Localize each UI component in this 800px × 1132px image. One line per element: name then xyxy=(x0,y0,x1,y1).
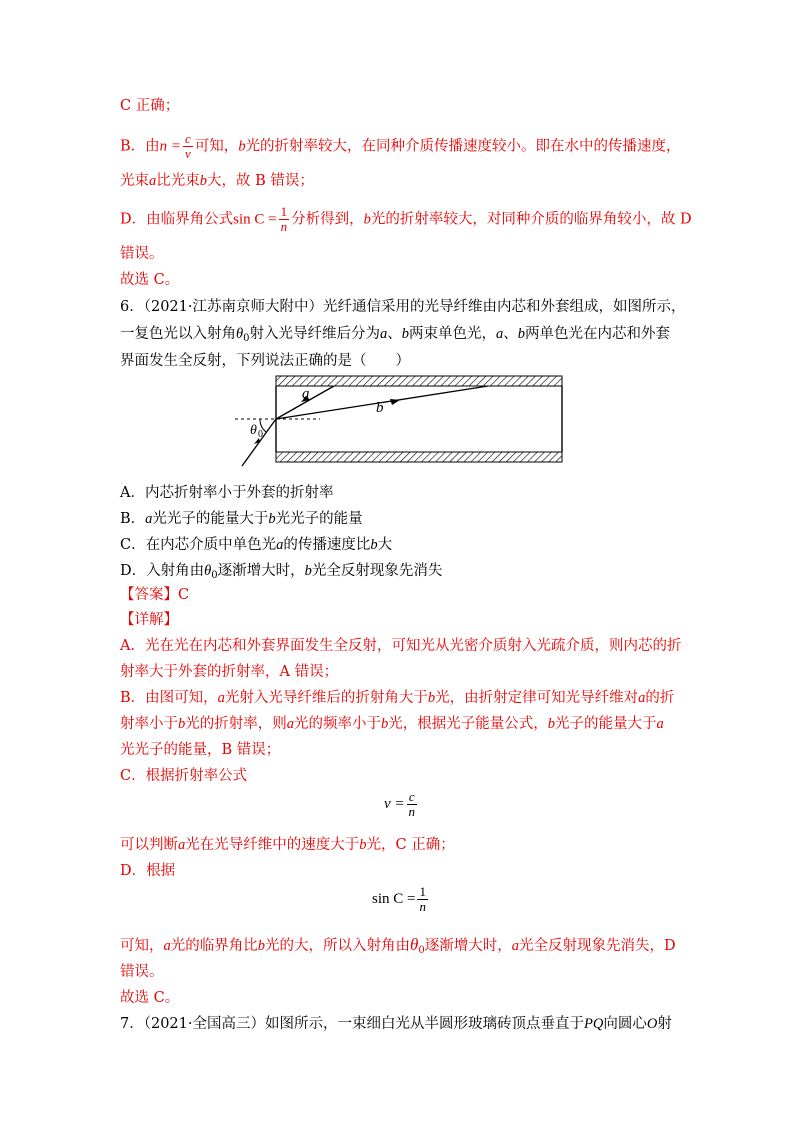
ray-b-arrow xyxy=(390,399,400,405)
explain-b-line3: 光光子的能量，B 错误； xyxy=(120,742,281,758)
q6-stem-line2: 一复色光以入射角$\theta_0$射入光导纤维后分为a、b两束单色光，a、b两单色光在内芯和外套 xyxy=(120,326,670,344)
fraction-c-over-v: $\frac{c}{v}$ xyxy=(185,131,191,161)
label-a: a xyxy=(302,386,310,402)
formula-n-eq: n = xyxy=(159,138,182,155)
option-b: B．a光光子的能量大于b光光子的能量 xyxy=(120,511,363,527)
explain-d-line3: 错误。 xyxy=(120,964,164,980)
explain-b-line2: 射率小于b光的折射率，则a光的频率小于b光，根据光子能量公式，b光子的能量大于a xyxy=(120,716,664,732)
top-cladding xyxy=(276,376,562,386)
option-d: D．入射角由$\theta_0$逐渐增大时，b光全反射现象先消失 xyxy=(120,563,443,581)
q7-stem-line1: 7．（2021·全国高三）如图所示，一束细白光从半圆形玻璃砖顶点垂直于PQ向圆心O射 xyxy=(120,1016,672,1032)
line-d-explanation-2: 错误。 xyxy=(120,246,164,262)
explain-a-line1: A．光在光在内芯和外套界面发生全反射，可知光从光密介质射入光疏介质，则内芯的折 xyxy=(120,638,682,654)
formula-sinC: sin C = xyxy=(233,211,277,228)
q6-stem-line1: 6．（2021·江苏南京师大附中）光纤通信采用的光导纤维由内芯和外套组成，如图所示， xyxy=(120,299,686,315)
label-theta-sub: 0 xyxy=(258,429,263,440)
equation-sinC-eq-1-over-n: sin C = $\frac{1}{n}$ xyxy=(372,884,426,914)
label-b: b xyxy=(376,400,384,416)
option-c: C．在内芯介质中单色光a的传播速度比b大 xyxy=(120,537,393,553)
bottom-cladding xyxy=(276,452,562,462)
incident-ray xyxy=(242,419,276,466)
fraction-1-over-n: $\frac{1}{n}$ xyxy=(280,204,288,234)
explain-b-line1: B．由图可知，a光射入光导纤维后的折射角大于b光，由折射定律可知光导纤维对a的折 xyxy=(120,690,675,706)
label-theta: θ xyxy=(250,423,257,438)
explain-c-line1: C．根据折射率公式 xyxy=(120,768,248,784)
explain-d-line2: 可知，a光的临界角比b光的大，所以入射角由$\theta_0$逐渐增大时，a光全反射现象先消失，D xyxy=(120,935,676,956)
option-a: A．内芯折射率小于外套的折射率 xyxy=(120,485,334,501)
explain-c-line2: 可以判断a光在光导纤维中的速度大于b光，C 正确； xyxy=(120,837,455,853)
line-choose-c-1: 故选 C。 xyxy=(120,272,180,288)
explain-a-line2: 射率大于外套的折射率，A 错误； xyxy=(120,664,339,680)
answer-tag: 【答案】C xyxy=(120,587,190,603)
line-c-correct: C 正确； xyxy=(120,98,180,114)
line-b-explanation: B．由n = $\frac{c}{v}$ 可知，b光的折射率较大，在同种介质传播速度较小。即在水中的传播速度， xyxy=(120,131,681,161)
q6-stem-line3: 界面发生全反射，下列说法正确的是（ ） xyxy=(120,353,410,369)
optical-fiber-diagram xyxy=(230,370,570,470)
line-choose-c-2: 故选 C。 xyxy=(120,990,180,1006)
explain-d-line1: D．根据 xyxy=(120,863,176,879)
detail-tag: 【详解】 xyxy=(120,612,178,628)
line-d-explanation: D．由临界角公式sin C = $\frac{1}{n}$ 分析得到，b光的折射率较大，对同种介质的临界角较小，故 D xyxy=(120,204,692,234)
equation-v-eq-c-over-n: v = $\frac{c}{n}$ xyxy=(384,789,416,819)
line-b-explanation-2: 光束a比光束b大，故 B 错误； xyxy=(120,173,314,189)
